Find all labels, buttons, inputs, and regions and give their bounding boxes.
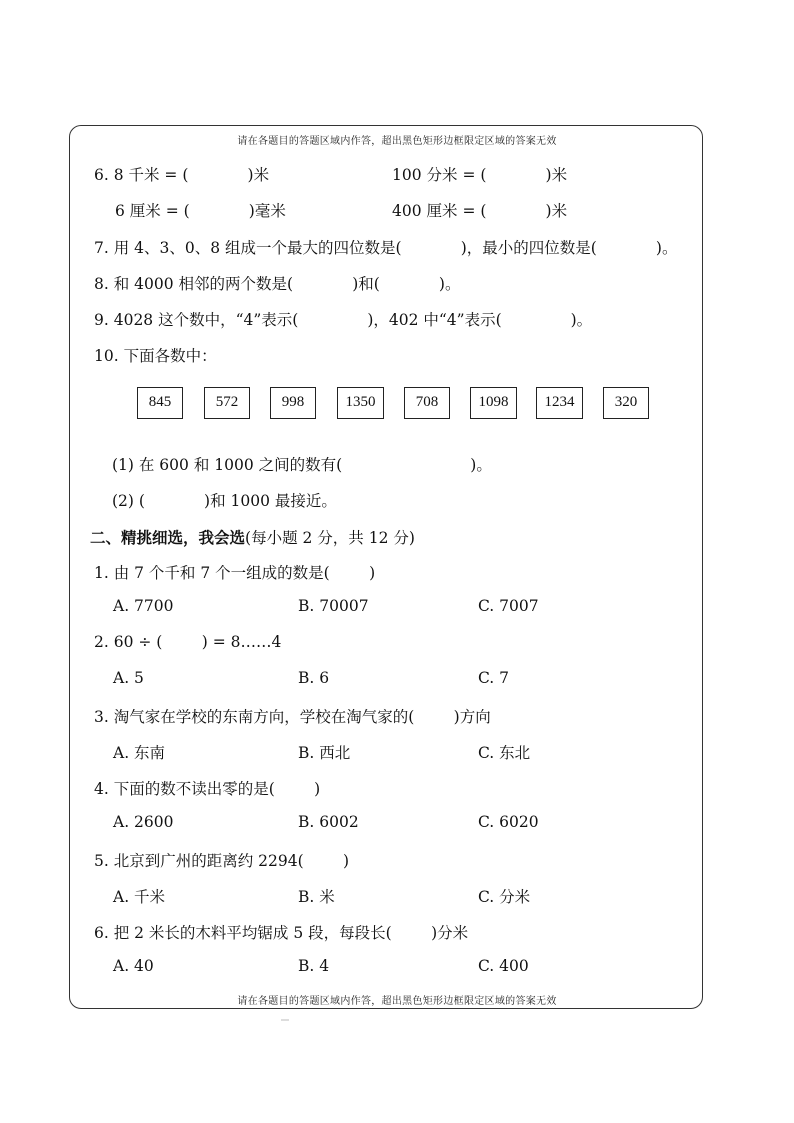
scan-mark xyxy=(281,1019,289,1021)
section-2-title: 二、精挑细选，我会选 xyxy=(90,529,246,547)
choice-option-c: C. 分米 xyxy=(478,888,531,906)
question-10: 10. 下面各数中： xyxy=(94,347,217,365)
number-box: 708 xyxy=(404,387,450,419)
number-box: 845 xyxy=(137,387,183,419)
choice-question-stem: 2. 60 ÷ ( ) = 8……4 xyxy=(94,633,282,651)
choice-option-c: C. 7 xyxy=(478,669,510,687)
choice-question-stem: 5. 北京到广州的距离约 2294( ) xyxy=(94,852,350,870)
choice-option-b: B. 6002 xyxy=(298,813,359,831)
question-6-dm: 100 分米 = ( )米 xyxy=(392,166,568,184)
number-box: 1350 xyxy=(337,387,384,419)
question-6-cm-to-m: 400 厘米 = ( )米 xyxy=(392,202,568,220)
answer-area-notice-top: 请在各题目的答题区域内作答，超出黑色矩形边框限定区域的答案无效 xyxy=(237,136,557,147)
question-7: 7. 用 4、3、0、8 组成一个最大的四位数是( )，最小的四位数是( )。 xyxy=(94,239,678,257)
answer-area-notice-bottom: 请在各题目的答题区域内作答，超出黑色矩形边框限定区域的答案无效 xyxy=(237,996,557,1007)
number-box: 1098 xyxy=(470,387,517,419)
choice-question-stem: 1. 由 7 个千和 7 个一组成的数是( ) xyxy=(94,564,376,582)
choice-option-b: B. 6 xyxy=(298,669,330,687)
question-10-part-2: (2) ( )和 1000 最接近。 xyxy=(112,492,337,510)
choice-option-a: A. 东南 xyxy=(113,744,166,762)
number-box: 320 xyxy=(603,387,649,419)
question-9: 9. 4028 这个数中，“4”表示( )，402 中“4”表示( )。 xyxy=(94,311,593,329)
number-box: 998 xyxy=(270,387,316,419)
choice-option-b: B. 4 xyxy=(298,957,330,975)
choice-option-b: B. 70007 xyxy=(298,597,369,615)
choice-option-c: C. 6020 xyxy=(478,813,539,831)
choice-question-stem: 3. 淘气家在学校的东南方向，学校在淘气家的( )方向 xyxy=(94,708,491,726)
choice-option-a: A. 5 xyxy=(113,669,144,687)
choice-question-stem: 6. 把 2 米长的木料平均锯成 5 段，每段长( )分米 xyxy=(94,924,469,942)
question-6-km: 6. 8 千米 = ( )米 xyxy=(94,166,270,184)
number-box: 1234 xyxy=(536,387,583,419)
number-box: 572 xyxy=(204,387,250,419)
choice-option-a: A. 40 xyxy=(113,957,154,975)
question-8: 8. 和 4000 相邻的两个数是( )和( )。 xyxy=(94,275,461,293)
choice-option-c: C. 400 xyxy=(478,957,529,975)
choice-option-a: A. 千米 xyxy=(113,888,166,906)
section-2-score-note: (每小题 2 分，共 12 分) xyxy=(245,529,415,547)
question-6-cm: 6 厘米 = ( )毫米 xyxy=(115,202,286,220)
choice-option-a: A. 2600 xyxy=(113,813,174,831)
choice-question-stem: 4. 下面的数不读出零的是( ) xyxy=(94,780,321,798)
choice-option-b: B. 米 xyxy=(298,888,335,906)
choice-option-c: C. 东北 xyxy=(478,744,531,762)
choice-option-c: C. 7007 xyxy=(478,597,539,615)
choice-option-a: A. 7700 xyxy=(113,597,174,615)
choice-option-b: B. 西北 xyxy=(298,744,351,762)
section-2-heading xyxy=(90,526,415,548)
question-10-part-1: (1) 在 600 和 1000 之间的数有( )。 xyxy=(112,456,492,474)
